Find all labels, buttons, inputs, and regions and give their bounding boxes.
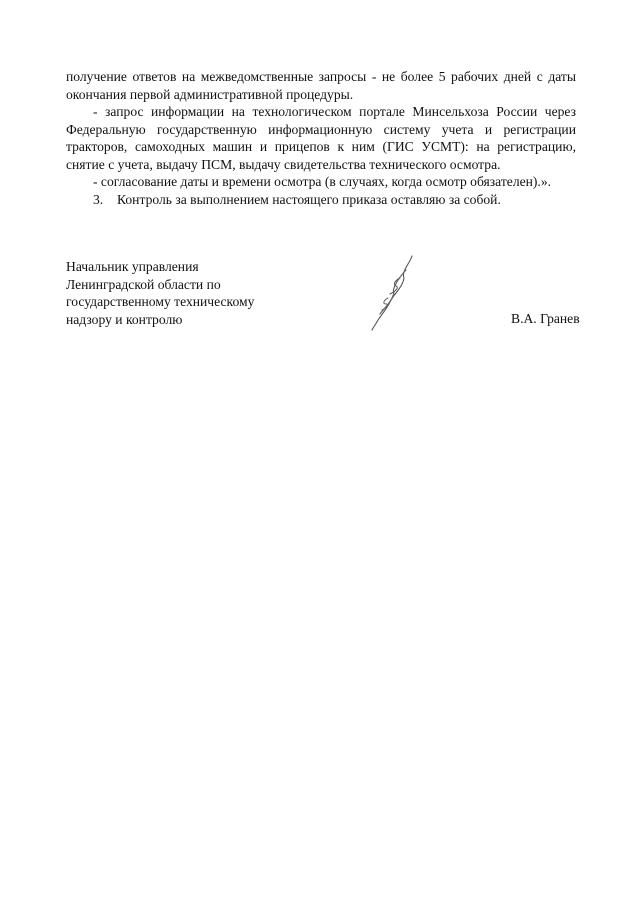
signer-name: В.А. Гранев [511, 311, 580, 326]
position-line-3: государственному техническому [66, 294, 255, 309]
item-number: 3. [93, 191, 104, 207]
document-body [66, 68, 576, 208]
paragraph-information-request: - запрос информации на технологическом портале Минсельхоза России через Федеральную государственную информационную систему учета и регистрации тракторов, самоходных машин и прицепов к ним (ГИС УСМТ): на регистрацию, снятие с учета, выдачу ПСМ, выдачу свидетельства технического осмотра. [66, 104, 576, 172]
signatory-position [66, 258, 254, 328]
handwritten-signature [366, 248, 426, 334]
position-line-2: Ленинградской области по [66, 276, 221, 292]
position-line-4: надзору и контролю [66, 311, 183, 327]
numbered-item-3 [66, 191, 576, 209]
position-line-1: Начальник управления [66, 259, 199, 274]
paragraph-response-deadline: получение ответов на межведомственные запросы - не более 5 рабочих дней с даты окончания первой административной процедуры. [66, 69, 576, 102]
item-text: Контроль за выполнением настоящего приказа оставляю за собой. [117, 191, 501, 207]
paragraph-inspection-agreement: - согласование даты и времени осмотра (в случаях, когда осмотр обязателен).». [93, 174, 552, 189]
